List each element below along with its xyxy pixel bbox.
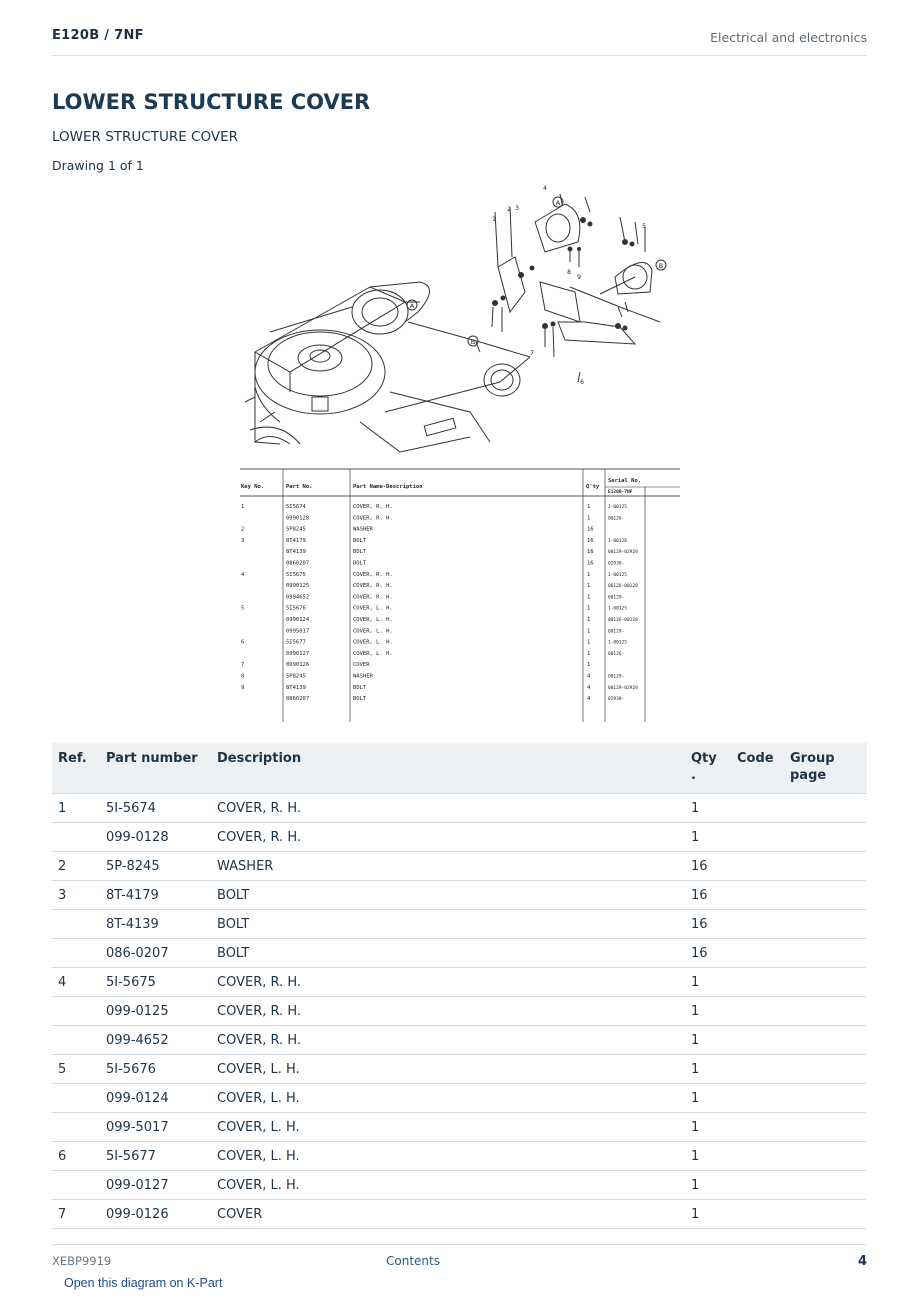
drawing-parts-list [240,469,680,722]
row-ref: 5 [52,1055,100,1084]
drawing-list-cell: COVER [353,662,370,669]
drawing-counter: Drawing 1 of 1 [52,158,144,173]
row-qty: 1 [685,1084,731,1113]
row-code [731,1084,784,1113]
drawing-list-cell: 00129- [608,595,625,601]
row-group-page [784,1200,867,1229]
key-3: 3 [515,205,519,212]
row-part-number: 099-0125 [100,997,211,1026]
key-8: 8 [567,269,571,276]
drawing-list-cell: 1 [587,583,591,590]
page-subtitle: LOWER STRUCTURE COVER [52,129,239,145]
drawing-list-cell: 1-00125 [608,572,627,578]
row-code [731,1142,784,1171]
drawing-list-cell: 0994652 [286,594,310,601]
drawing-list-cell: 0860207 [286,696,310,703]
table-row [52,852,867,881]
drawing-list-cell: 00126- [608,516,625,522]
drawing-list-cell: 4 [587,673,591,680]
row-part-number: 5P-8245 [100,852,211,881]
drawing-list-cell: 1 [587,650,591,657]
row-ref [52,1113,100,1142]
table-row [52,1200,867,1229]
drawing-list-cell: 1-00125 [608,606,627,612]
table-header-row [52,743,867,794]
drawing-list-cell: 5I5676 [286,605,306,612]
drawing-list-cell: COVER, L. H. [353,650,393,657]
contents-link[interactable]: Contents [386,1254,440,1268]
drawing-list-cell: 8T4139 [286,549,306,556]
row-qty: 16 [685,939,731,968]
row-code [731,794,784,823]
table-row [52,968,867,997]
row-group-page [784,1113,867,1142]
callout-a [407,300,417,310]
row-code [731,881,784,910]
drawing-list-cell: 1-00125 [608,505,627,510]
row-code [731,1171,784,1200]
svg-text:B: B [658,262,664,270]
row-code [731,997,784,1026]
drawing-list-cell: 5I5677 [286,639,306,646]
row-qty: 1 [685,1171,731,1200]
row-code [731,1055,784,1084]
row-qty: 1 [685,1142,731,1171]
row-description: COVER, R. H. [211,823,685,852]
row-part-number: 099-0127 [100,1171,211,1200]
table-row [52,1142,867,1171]
table-row [52,910,867,939]
row-description: COVER, L. H. [211,1113,685,1142]
drawing-list-cell: 16 [587,560,594,567]
row-ref [52,1026,100,1055]
table-row [52,1171,867,1200]
drawing-list-cell: 1 [587,504,591,510]
col-group-page: Group page [784,743,867,794]
row-qty: 1 [685,1026,731,1055]
table-row [52,1055,867,1084]
row-description: COVER, R. H. [211,1026,685,1055]
row-group-page [784,852,867,881]
row-description: WASHER [211,852,685,881]
drawing-list-cell: 5I5675 [286,571,306,578]
drawing-list-cell: 0860207 [286,560,310,567]
key-9: 9 [577,274,581,281]
col-part-number: Part number [100,743,211,794]
row-qty: 16 [685,881,731,910]
row-ref [52,939,100,968]
key-6: 6 [580,379,584,386]
row-part-number: 099-0124 [100,1084,211,1113]
row-part-number: 8T-4179 [100,881,211,910]
drawing-list-cell: 0990125 [286,583,310,590]
row-description: COVER, L. H. [211,1171,685,1200]
row-ref: 2 [52,852,100,881]
drawing-list-cell: COVER, R. H. [353,571,393,578]
drawing-list-cell: COVER, R. H. [353,594,393,601]
col-qty: Qty . [685,743,731,794]
key-4: 4 [543,185,547,192]
drawing-list-cell: COVER, R. H. [353,515,393,522]
drawing-list-cell: 1-00128 [608,538,627,544]
drawing-list-cell: 16 [587,537,594,544]
row-code [731,968,784,997]
row-part-number: 099-0126 [100,1200,211,1229]
callout-b-2 [656,260,666,270]
dl-header-desc: Part Name-Description [353,484,423,490]
key-7: 7 [530,350,534,357]
drawing-list-cell: 8 [241,673,245,680]
drawing-list-cell: 0990126 [286,662,310,669]
row-group-page [784,910,867,939]
table-row [52,1084,867,1113]
row-qty: 1 [685,823,731,852]
row-part-number: 099-4652 [100,1026,211,1055]
row-group-page [784,1171,867,1200]
row-part-number: 5I-5677 [100,1142,211,1171]
row-part-number: 5I-5674 [100,794,211,823]
row-part-number: 8T-4139 [100,910,211,939]
drawing-list-cell: 1 [241,504,245,510]
row-group-page [784,794,867,823]
row-ref [52,1084,100,1113]
row-code [731,910,784,939]
row-group-page [784,1142,867,1171]
row-qty: 16 [685,910,731,939]
row-description: BOLT [211,881,685,910]
table-row [52,939,867,968]
drawing-list-cell: COVER, R. H. [353,583,393,590]
drawing-list-cell: 00126-00128 [608,618,638,623]
table-row [52,1113,867,1142]
drawing-list-cell: 1 [587,594,591,601]
drawing-list-cell: 0990127 [286,650,310,657]
row-ref [52,823,100,852]
drawing-list-cell: BOLT [353,537,367,544]
page-footer [52,1244,867,1274]
row-qty: 1 [685,1055,731,1084]
row-code [731,939,784,968]
drawing-list-cell: 4 [587,696,591,703]
key-1: 1 [492,216,496,223]
row-group-page [784,1084,867,1113]
row-qty: 1 [685,794,731,823]
drawing-list-cell: 7 [241,662,245,669]
drawing-list-cell: 00126-00128 [608,584,638,590]
drawing-list-cell: COVER, L. H. [353,639,393,646]
drawing-list-cell: 0990128 [286,515,310,522]
drawing-list-cell: 5P8245 [286,673,306,680]
row-group-page [784,939,867,968]
dl-header-model: E120B-7NF [608,490,633,495]
table-row [52,794,867,823]
drawing-list-cell: 1 [587,639,591,646]
row-qty: 1 [685,997,731,1026]
drawing-list-cell: 3 [241,537,245,544]
dl-header-key: Key No. [241,484,265,490]
row-description: COVER [211,1200,685,1229]
row-group-page [784,968,867,997]
dl-header-serial: Serial No. [608,478,642,484]
drawing-list-cell: 02930- [608,561,625,567]
drawing-list-cell: BOLT [353,696,367,703]
drawing-list-cell: BOLT [353,684,367,691]
row-qty: 1 [685,1200,731,1229]
row-ref [52,997,100,1026]
dl-header-part: Part No. [286,484,313,490]
drawing-list-cell: 02930- [608,697,625,703]
row-part-number: 5I-5676 [100,1055,211,1084]
row-description: COVER, L. H. [211,1142,685,1171]
drawing-list-cell: 9 [241,684,245,691]
drawing-list-cell: 1 [587,628,591,635]
row-part-number: 086-0207 [100,939,211,968]
drawing-list-cell: BOLT [353,549,367,556]
row-part-number: 5I-5675 [100,968,211,997]
col-description: Description [211,743,685,794]
drawing-list-cell: 6 [241,639,245,646]
row-description: BOLT [211,910,685,939]
row-group-page [784,823,867,852]
drawing-list-cell: 2 [241,526,245,533]
drawing-list-cell: 1 [587,571,591,578]
drawing-list-cell: 5 [241,605,245,612]
drawing-list-cell: BOLT [353,560,367,567]
row-code [731,1026,784,1055]
table-row [52,1026,867,1055]
drawing-list-cell: COVER, L. H. [353,628,393,635]
svg-text:A: A [555,199,561,207]
svg-text:A: A [409,302,415,310]
drawing-list-cell: 00129- [608,674,625,680]
row-group-page [784,1026,867,1055]
row-code [731,852,784,881]
drawing-list-cell: 1-00125 [608,640,627,646]
row-description: COVER, L. H. [211,1055,685,1084]
parts-table [52,743,867,1229]
row-group-page [784,881,867,910]
drawing-list-cell: 0990124 [286,617,310,623]
drawing-list-cell: COVER, L. H. [353,605,393,612]
row-code [731,823,784,852]
row-ref [52,1171,100,1200]
drawing-list-cell: 1 [587,662,591,669]
drawing-list-cell: 1 [587,617,591,623]
key-2: 2 [507,206,511,213]
row-description: COVER, R. H. [211,997,685,1026]
drawing-list-cell: 8T4179 [286,537,306,544]
parts-diagram [240,182,685,727]
page-title: LOWER STRUCTURE COVER [52,90,371,114]
drawing-list-cell: 0995017 [286,628,310,635]
row-qty: 1 [685,1113,731,1142]
drawing-list-cell: 00129- [608,629,625,635]
page-header [52,28,867,56]
row-code [731,1113,784,1142]
svg-text:B: B [470,338,476,346]
drawing-list-cell: 00129-02929 [608,550,638,556]
row-ref: 7 [52,1200,100,1229]
col-code: Code [731,743,784,794]
row-ref: 6 [52,1142,100,1171]
row-qty: 1 [685,968,731,997]
drawing-list-cell: WASHER [353,673,373,680]
row-ref [52,910,100,939]
drawing-list-cell: 8T4139 [286,684,306,691]
row-part-number: 099-0128 [100,823,211,852]
dl-header-qty: Q'ty [586,484,600,490]
document-id: XEBP9919 [52,1254,112,1268]
drawing-list-cell: 1 [587,605,591,612]
table-row [52,881,867,910]
drawing-list-cell: 4 [587,684,591,691]
drawing-list-cell: 4 [241,571,245,578]
row-ref: 3 [52,881,100,910]
drawing-list-cell: 00126- [608,651,625,657]
key-5: 5 [642,223,646,230]
row-description: COVER, R. H. [211,968,685,997]
row-group-page [784,1055,867,1084]
drawing-list-cell: COVER, R. H. [353,504,393,510]
drawing-list-cell: COVER, L. H. [353,617,393,623]
exploded-view-drawing [240,182,685,727]
col-ref: Ref. [52,743,100,794]
drawing-list-cell: 00129-02929 [608,685,638,691]
row-description: BOLT [211,939,685,968]
drawing-list-cell: 16 [587,526,594,533]
row-description: COVER, R. H. [211,794,685,823]
drawing-list-cell: WASHER [353,526,373,533]
open-kpart-link[interactable]: Open this diagram on K-Part [64,1276,223,1290]
drawing-list-cell: 5P8245 [286,526,306,533]
row-ref: 4 [52,968,100,997]
machine-model: E120B / 7NF [52,28,144,43]
row-part-number: 099-5017 [100,1113,211,1142]
page-number: 4 [857,1254,867,1269]
drawing-list-cell: 16 [587,549,594,556]
section-name: Electrical and electronics [710,30,867,45]
row-group-page [784,997,867,1026]
table-row [52,997,867,1026]
row-ref: 1 [52,794,100,823]
row-code [731,1200,784,1229]
row-description: COVER, L. H. [211,1084,685,1113]
table-row [52,823,867,852]
drawing-list-cell: 1 [587,515,591,522]
row-qty: 16 [685,852,731,881]
drawing-list-cell: 5I5674 [286,504,306,510]
